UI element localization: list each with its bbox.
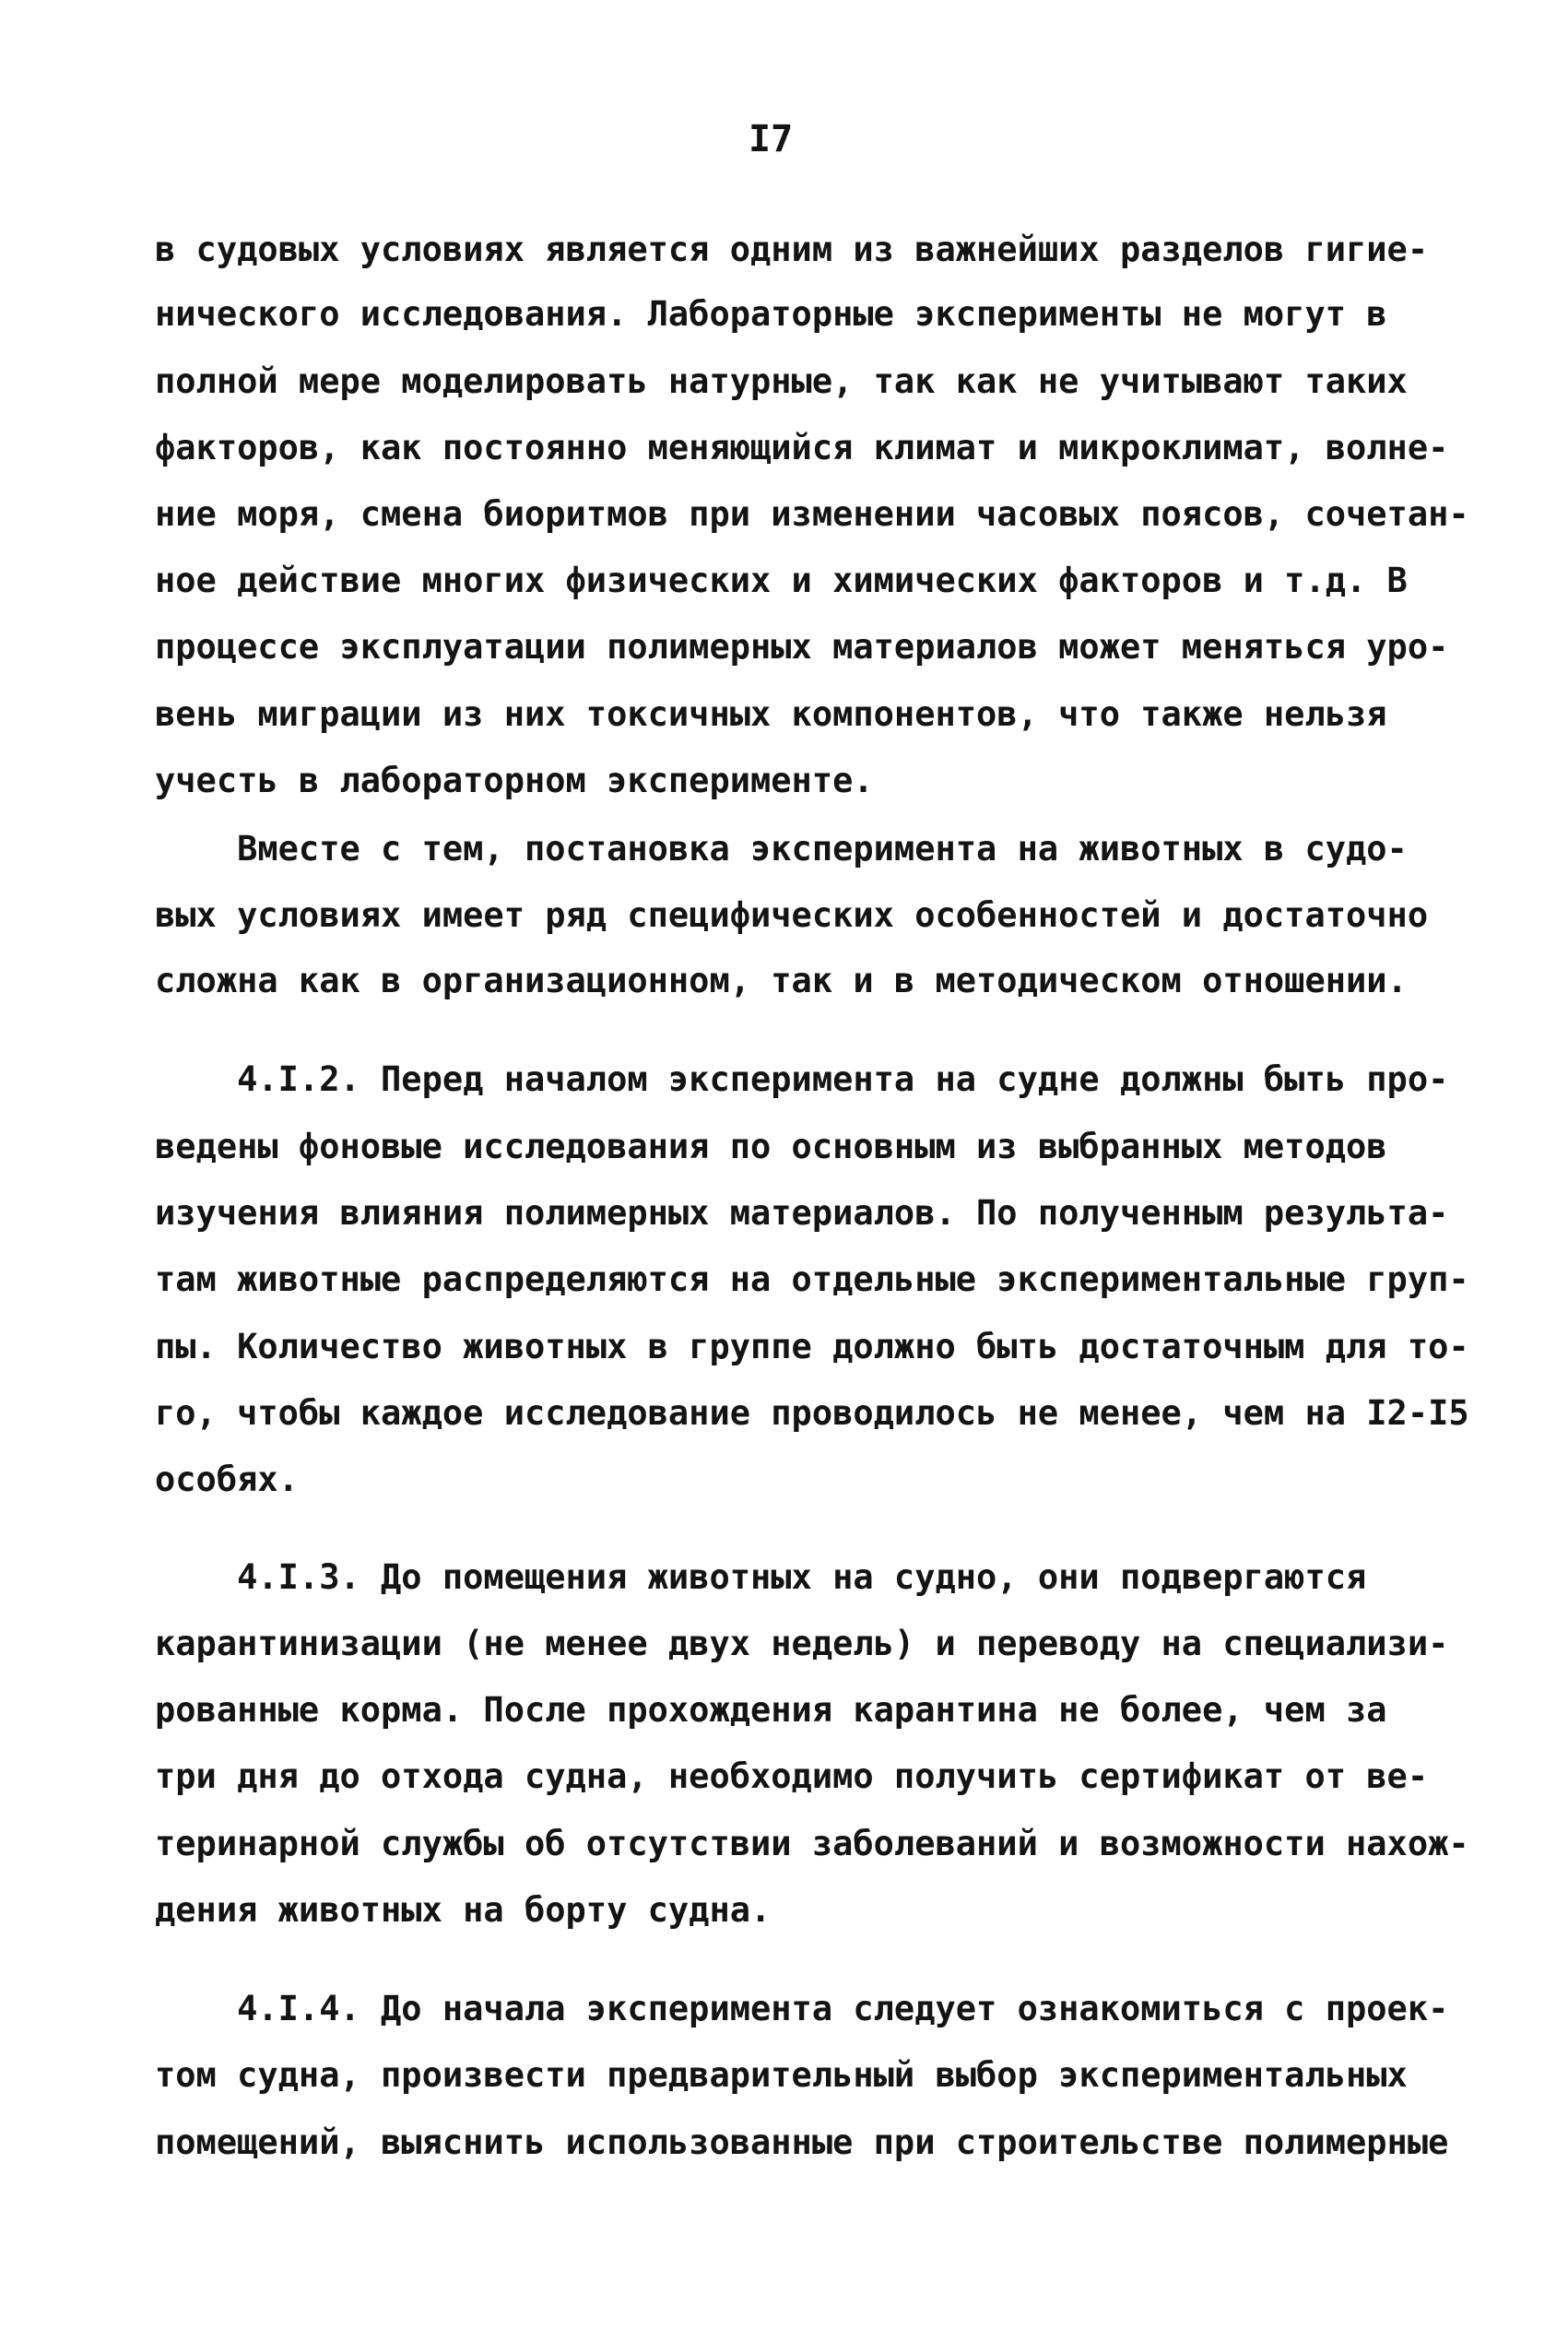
- text-line: полной мере моделировать натурные, так как не учитывают таких: [155, 361, 1408, 401]
- page-number: I7: [749, 118, 794, 160]
- text-line: го, чтобы каждое исследование проводилось не менее, чем на I2-I5: [155, 1393, 1469, 1433]
- text-line: Вместе с тем, постановка эксперимента на животных в судо-: [155, 829, 1408, 869]
- text-line: факторов, как постоянно меняющийся климат и микроклимат, волне-: [155, 428, 1449, 467]
- text-line: том судна, произвести предварительный выбор экспериментальных: [155, 2055, 1408, 2095]
- text-line: 4.I.2. Перед началом эксперимента на судне должны быть про-: [155, 1059, 1449, 1099]
- text-line: теринарной службы об отсутствии заболеваний и возможности нахож-: [155, 1824, 1469, 1863]
- text-line: в судовых условиях является одним из важнейших разделов гигие-: [155, 230, 1429, 269]
- text-line: сложна как в организационном, так и в методическом отношении.: [155, 961, 1408, 1000]
- text-line: вень миграции из них токсичных компонентов, что также нельзя: [155, 694, 1387, 734]
- text-line: ведены фоновые исследования по основным из выбранных методов: [155, 1127, 1387, 1166]
- text-line: особях.: [155, 1460, 299, 1499]
- text-line: ное действие многих физических и химических факторов и т.д. В: [155, 561, 1408, 600]
- text-line: изучения влияния полимерных материалов. По полученным результа-: [155, 1193, 1449, 1233]
- text-line: вых условиях имеет ряд специфических особенностей и достаточно: [155, 895, 1429, 935]
- text-line: ние моря, смена биоритмов при изменении часовых поясов, сочетан-: [155, 494, 1469, 534]
- text-line: процессе эксплуатации полимерных материалов может меняться уро-: [155, 627, 1449, 667]
- text-line: учесть в лабораторном эксперименте.: [155, 761, 874, 800]
- text-line: три дня до отхода судна, необходимо получить сертификат от ве-: [155, 1756, 1429, 1796]
- text-line: пы. Количество животных в группе должно быть достаточным для то-: [155, 1327, 1469, 1366]
- text-line: там животные распределяются на отдельные экспериментальные груп-: [155, 1259, 1469, 1299]
- text-line: помещений, выяснить использованные при строительстве полимерные: [155, 2122, 1449, 2162]
- text-line: дения животных на борту судна.: [155, 1890, 772, 1930]
- text-line: 4.I.4. До начала эксперимента следует ознакомиться с проек-: [155, 1989, 1449, 2028]
- text-line: 4.I.3. До помещения животных на судно, они подвергаются: [155, 1557, 1367, 1597]
- text-line: рованные корма. После прохождения карантина не более, чем за: [155, 1690, 1387, 1730]
- text-line: карантинизации (не менее двух недель) и переводу на специализи-: [155, 1624, 1449, 1663]
- text-line: нического исследования. Лабораторные эксперименты не могут в: [155, 294, 1387, 334]
